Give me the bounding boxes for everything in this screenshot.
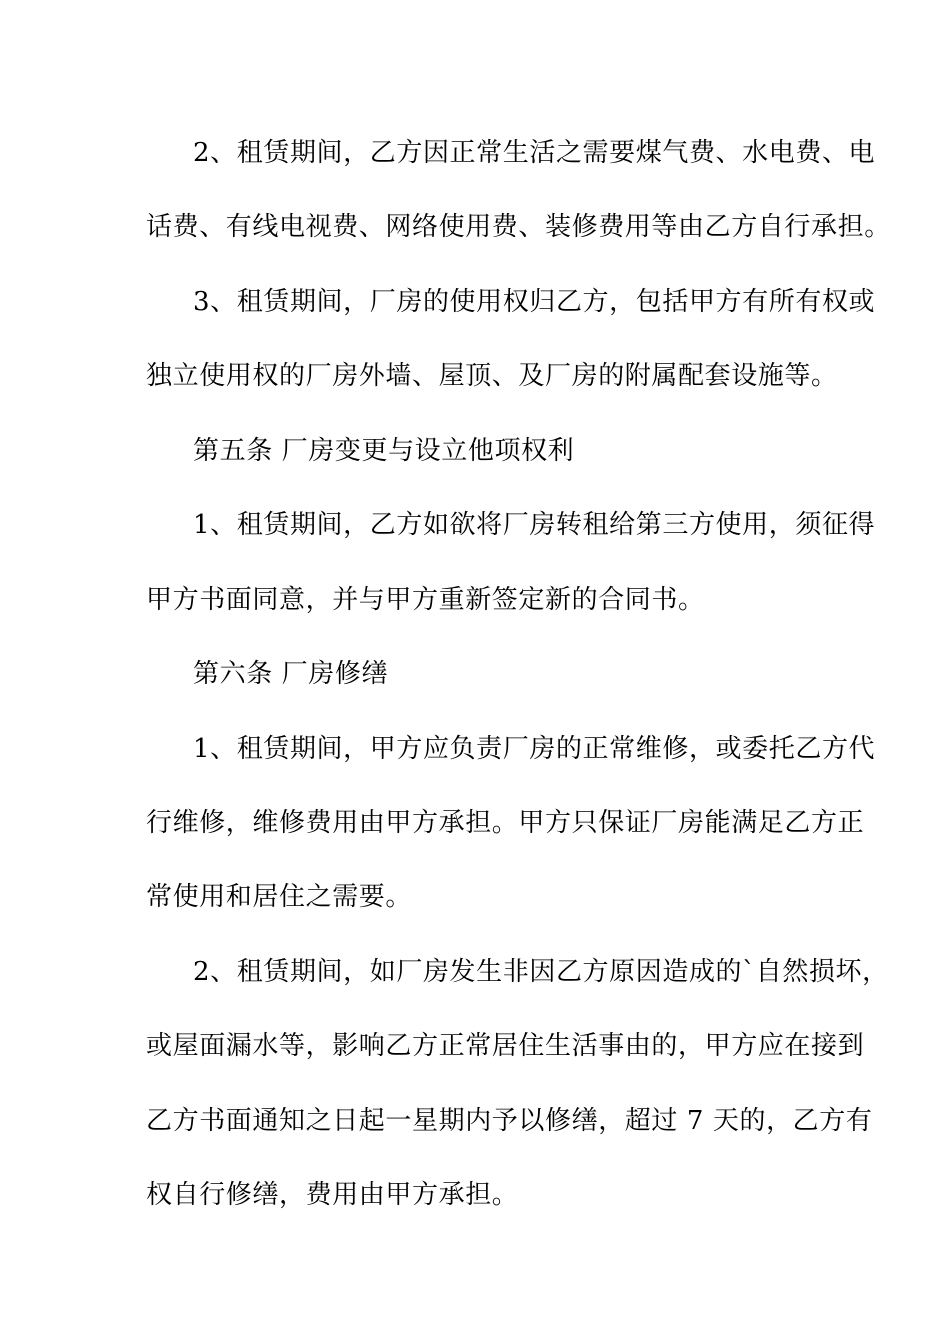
paragraph-3-line-1: 3、租赁期间，厂房的使用权归乙方，包括甲方有所有权或 — [193, 287, 876, 317]
paragraph-3-line-2: 独立使用权的厂房外墙、屋顶、及厂房的附属配套设施等。 — [146, 361, 838, 391]
article-6-clause-2-line-1: 2、租赁期间，如厂房发生非因乙方原因造成的`自然损坏， — [193, 957, 889, 987]
paragraph-2-line-1: 2、租赁期间，乙方因正常生活之需要煤气费、水电费、电 — [193, 138, 876, 168]
article-6-clause-2-line-2: 或屋面漏水等，影响乙方正常居住生活事由的，甲方应在接到 — [146, 1031, 865, 1061]
article-6-heading: 第六条 厂房修缮 — [193, 659, 389, 689]
paragraph-2-line-2: 话费、有线电视费、网络使用费、装修费用等由乙方自行承担。 — [146, 212, 891, 242]
article-6-clause-1-line-3: 常使用和居住之需要。 — [146, 882, 413, 912]
article-6-clause-2-line-3: 乙方书面通知之日起一星期内予以修缮，超过 7 天的，乙方有 — [146, 1106, 873, 1136]
article-6-clause-2-line-4: 权自行修缮，费用由甲方承担。 — [146, 1180, 519, 1210]
article-5-clause-1-line-1: 1、租赁期间，乙方如欲将厂房转租给第三方使用，须征得 — [193, 510, 876, 540]
article-6-clause-1-line-1: 1、租赁期间，甲方应负责厂房的正常维修，或委托乙方代 — [193, 734, 876, 764]
article-5-heading: 第五条 厂房变更与设立他项权利 — [193, 436, 575, 466]
article-5-clause-1-line-2: 甲方书面同意，并与甲方重新签定新的合同书。 — [146, 585, 705, 615]
article-6-clause-1-line-2: 行维修，维修费用由甲方承担。甲方只保证厂房能满足乙方正 — [146, 808, 865, 838]
